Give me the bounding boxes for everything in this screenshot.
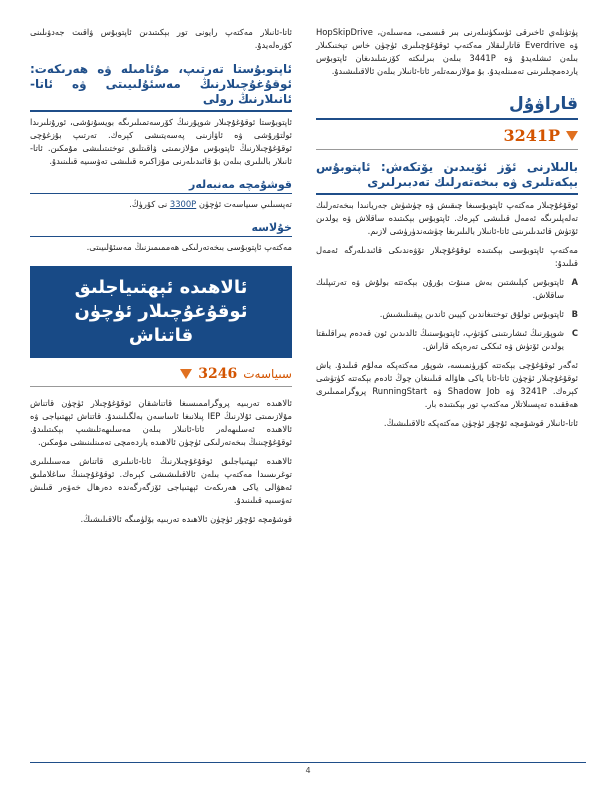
list-text: شوپۇرنىڭ ئىشارىتىنى كۈتۈپ، ئاپتوبۇسنىڭ ئالدىدىن ئون قەدەم يىراقلىقتا يولدىن ئۆتۈش ۋە ئىككى تەرەپكە قاراش. xyxy=(316,328,564,351)
resource-prefix: تەپسىلىي سىياسەت ئۈچۈن xyxy=(198,199,292,209)
policy-link[interactable]: 3300P xyxy=(169,199,197,209)
left-paragraph-6: قوشۇمچە ئۇچۇر ئۈچۈن ئالاھىدە تەربىيە بۆلۈمىگە ئالاقىلىشىڭ. xyxy=(80,514,292,524)
paragraph-2: مەكتەپ ئاپتوبۇسى بېكىتىدە ئوقۇغۇچىلار تۆۋەندىكى قائىدىلەرگە ئەمەل قىلىدۇ: xyxy=(316,245,578,268)
left-paragraph-4: ئالاھىدە تەربىيە پروگراممىسىغا قاتناشقان ئوقۇغۇچىلار ئۈچۈن قاتناش مۇلازىمىتى ئۇلارنىڭ IEP پىلانىغا ئاساسەن بەلگىلىنىدۇ. قاتناش ئېھتىياجى ۋە ئالاھىدە ئەسلىھەلەر ئاتا-ئانىلار بىلەن مەسلىھەتلىشىپ بېكىتىلىدۇ. ئوقۇغۇچىنىڭ بىخەتەرلىكى ئۈچۈن ئالاھىدە ياردەمچى تەمىنلىنىشى مۇمكىن. xyxy=(30,398,292,447)
rule-list xyxy=(316,276,578,353)
page-number: 4 xyxy=(305,766,311,775)
left-column xyxy=(30,26,292,532)
right-column xyxy=(316,26,578,436)
heading-1: ئاپتوبۇستا تەرتىپ، مۇئامىلە ۋە ھەرىكەت: ئوقۇغۇچىلارنىڭ مەسئۇلىيىتى ۋە ئاتا-ئانىلارنىڭ رولى xyxy=(30,62,292,112)
list-letter: C xyxy=(571,328,578,338)
product-banner xyxy=(316,126,578,150)
left-paragraph-1: ئاپتوبۇستا ئوقۇغۇچىلار شوپۇرنىڭ كۆرسەتمىلىرىگە بويسۇنۇشى، ئورۇنلىرىدا ئولتۇرۇشى ۋە ئاۋازىنى پەسەيتىشى كېرەك. تەرتىپ بۇزغۇچى ئوقۇغۇچىلارنىڭ ئاپتوبۇس مۇلازىمىتى ۋاقىتلىق توختىتىلىشى مۇمكىن. ئاتا-ئانىلار بالىلىرى بىلەن بۇ قائىدىلەرنى مۇزاكىرە قىلىشى تەۋسىيە قىلىنىدۇ. xyxy=(30,117,292,166)
left-paragraph-3: مەكتەپ ئاپتوبۇسى بىخەتەرلىكى ھەممىمىزنىڭ مەسئۇلىيىتى. xyxy=(86,242,292,252)
top-paragraph: ئاتا-ئانىلار مەكتەپ رايونى تور بېكىتىدىن ئاپتوبۇس ۋاقىت جەدۋىلىنى كۆرەلەيدۇ. xyxy=(30,27,292,50)
list-letter: A xyxy=(571,277,578,287)
left-paragraph-2 xyxy=(30,198,292,211)
triangle-down-icon xyxy=(566,131,578,141)
heading-2: قوشۇمچە مەنبەلەر xyxy=(30,178,292,194)
section-banner: ئالاھىدە ئېھتىياجلىق ئوقۇغۇچىلار ئۈچۈن قاتناش xyxy=(30,266,292,358)
policy-code: 3246 xyxy=(198,366,238,382)
paragraph-3: ئەگەر ئوقۇغۇچى بېكەتتە كۆرۈنمىسە، شوپۇر مەكتەپكە مەلۇم قىلىدۇ. ياش ئوقۇغۇچىلار ئۈچۈن ئاتا-ئانا ياكى ھاۋالە قىلىنغان چوڭ ئادەم بېكەتتە كۈتۈشى كېرەك. 3241P ۋە Shadow Job ۋە RunningStart پروگراممىلىرى ھەققىدە تەپسىلاتلار مەكتەپ تور بېكىتىدە بار. xyxy=(316,360,578,409)
policy-label: سىياسەت xyxy=(243,367,292,381)
paragraph-1: ئوقۇغۇچىلار مەكتەپ ئاپتوبۇسىغا چىقىش ۋە چۈشۈش جەريانىدا بىخەتەرلىك تەلەپلىرىگە ئەمەل قىلىشى كېرەك. ئاپتوبۇس بېكىتىدە ساقلاش ۋە يولدىن ئۆتۈش قائىدىلىرىنى ئاتا-ئانىلار بالىلىرىغا چۈشەندۈرۈشى لازىم. xyxy=(316,200,578,236)
policy-banner xyxy=(30,366,292,387)
list-letter: B xyxy=(571,309,578,319)
triangle-down-icon xyxy=(180,369,192,379)
product-code: 3241P xyxy=(503,126,560,145)
left-paragraph-5: ئالاھىدە ئېھتىياجلىق ئوقۇغۇچىلارنىڭ ئاتا-ئانىلىرى قاتناش مەسىلىلىرى توغرىسىدا مەكتەپ بىلەن ئالاقىلىشىشى كېرەك. ئوقۇغۇچىنىڭ ساغلاملىق ئەھۋالى ياكى ھەرىكەت ئېھتىياجى ئۆزگەرگەندە دەرھال خەۋەر قىلىش تەۋسىيە قىلىنىدۇ. xyxy=(30,456,292,505)
resource-suffix: نى كۆرۈڭ. xyxy=(129,199,168,209)
subheading: بالىلارنى ئۆز ئۆيىدىن يۆتكەش: ئاپتوبۇس بېكەتلىرى ۋە بىخەتەرلىك تەدبىرلىرى xyxy=(316,160,578,195)
footer-rule xyxy=(30,762,586,763)
paragraph-4: ئاتا-ئانىلار قوشۇمچە ئۇچۇر ئۈچۈن مەكتەپكە ئالاقىلىشىڭ. xyxy=(383,418,578,428)
list-text: ئاپتوبۇس كېلىشتىن بەش مىنۇت بۇرۇن بېكەتتە بولۇش ۋە تەرتىپلىك ساقلاش. xyxy=(316,277,564,300)
list-item xyxy=(316,276,578,302)
heading-3: خۇلاسە xyxy=(30,221,292,237)
list-text: ئاپتوبۇس تولۇق توختىغاندىن كېيىن ئاندىن يېقىنلىشىش. xyxy=(379,309,564,319)
intro-paragraph: پۈتۈنلەي ئاخىرقى ئۈسكۈنىلەرنى بىر قىسمى، مەسىلەن، HopSkipDrive ۋە Everdrive قاتارلىقلار مەكتەپ ئوقۇغۇچىلىرى ئۈچۈن خاس تېخنىكىلار بىلەن ئىشلەيدۇ ۋە 3441P بىلەن بىرلىكتە كۆزىتىلىدىغان ئاپتوبۇس ياردەمچىلىرىنى تەمىنلەيدۇ. بۇ مۇلازىمەتلەر ئاتا-ئانىلار بىلەن ئالاقىلىشىدۇ. xyxy=(316,27,578,76)
list-item xyxy=(316,308,578,321)
section-title: قاراۋۇل xyxy=(316,94,578,120)
list-item xyxy=(316,327,578,353)
